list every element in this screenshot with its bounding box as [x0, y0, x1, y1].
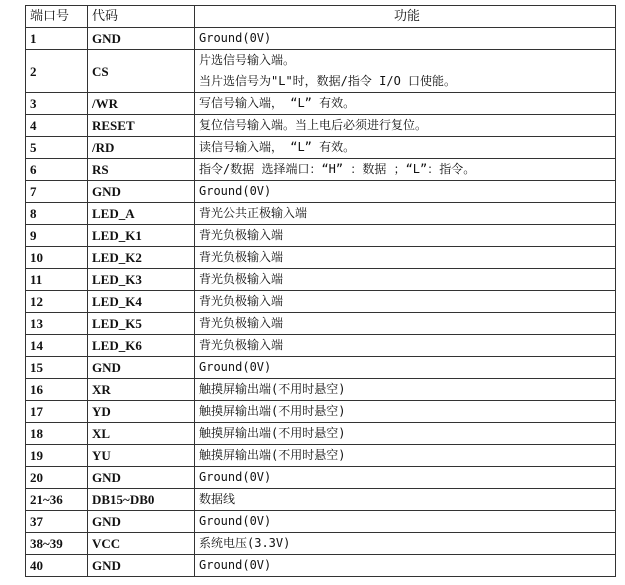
function-cell	[195, 269, 616, 291]
pin-number-cell: 37	[26, 511, 88, 533]
pin-number-cell: 1	[26, 28, 88, 50]
function-cell	[195, 313, 616, 335]
function-text: Ground(0V)	[199, 184, 272, 198]
function-text: Ground(0V)	[199, 514, 272, 528]
pin-number-cell: 15	[26, 357, 88, 379]
table-row	[26, 50, 616, 93]
pin-number-cell: 16	[26, 379, 88, 401]
function-cell	[195, 423, 616, 445]
pin-number-cell: 4	[26, 115, 88, 137]
table-row	[26, 28, 616, 50]
function-cell	[195, 489, 616, 511]
table-row	[26, 511, 616, 533]
function-text: 触摸屏输出端(不用时悬空)	[199, 382, 346, 396]
pin-number-cell: 9	[26, 225, 88, 247]
function-text: 指令/数据 选择端口：“H” ：数据 ；“L”：指令。	[199, 162, 476, 176]
function-text: Ground(0V)	[199, 31, 272, 45]
header-code: 代码	[88, 6, 195, 28]
function-text: 触摸屏输出端(不用时悬空)	[199, 448, 346, 462]
table-row	[26, 115, 616, 137]
signal-code-cell: GND	[88, 28, 195, 50]
table-row	[26, 489, 616, 511]
function-text: Ground(0V)	[199, 360, 272, 374]
signal-code-cell: GND	[88, 511, 195, 533]
table-row	[26, 203, 616, 225]
signal-code-cell: CS	[88, 50, 195, 93]
table-row	[26, 467, 616, 489]
function-text: 触摸屏输出端(不用时悬空)	[199, 426, 346, 440]
function-text: 片选信号输入端。	[199, 53, 296, 67]
table-row	[26, 423, 616, 445]
table-row	[26, 357, 616, 379]
function-cell	[195, 50, 616, 93]
function-text: Ground(0V)	[199, 470, 272, 484]
function-cell	[195, 247, 616, 269]
signal-code-cell: VCC	[88, 533, 195, 555]
signal-code-cell: YU	[88, 445, 195, 467]
function-text: 背光负极输入端	[199, 316, 284, 330]
header-pin: 端口号	[26, 6, 88, 28]
function-cell	[195, 159, 616, 181]
function-cell	[195, 291, 616, 313]
table-row	[26, 313, 616, 335]
function-cell	[195, 137, 616, 159]
function-cell	[195, 28, 616, 50]
pin-number-cell: 11	[26, 269, 88, 291]
pin-number-cell: 8	[26, 203, 88, 225]
function-cell	[195, 115, 616, 137]
function-cell	[195, 555, 616, 577]
function-text: 系统电压(3.3V)	[199, 536, 291, 550]
function-cell	[195, 225, 616, 247]
signal-code-cell: GND	[88, 467, 195, 489]
signal-code-cell: LED_K4	[88, 291, 195, 313]
signal-code-cell: LED_K6	[88, 335, 195, 357]
function-text: 读信号输入端， “L” 有效。	[199, 140, 356, 154]
table-row	[26, 247, 616, 269]
table-row	[26, 335, 616, 357]
function-text: 当片选信号为"L"时，数据/指令 I/O 口使能。	[199, 74, 457, 88]
signal-code-cell: RS	[88, 159, 195, 181]
pin-number-cell: 5	[26, 137, 88, 159]
function-text: 背光负极输入端	[199, 250, 284, 264]
signal-code-cell: XR	[88, 379, 195, 401]
pin-number-cell: 21~36	[26, 489, 88, 511]
function-cell	[195, 335, 616, 357]
function-text: 数据线	[199, 492, 236, 506]
signal-code-cell: LED_K5	[88, 313, 195, 335]
function-cell	[195, 93, 616, 115]
pin-number-cell: 2	[26, 50, 88, 93]
table-row	[26, 159, 616, 181]
function-cell	[195, 181, 616, 203]
header-function: 功能	[195, 6, 616, 28]
pin-number-cell: 40	[26, 555, 88, 577]
table-row	[26, 555, 616, 577]
function-text: 背光负极输入端	[199, 294, 284, 308]
function-text: 背光公共正极输入端	[199, 206, 308, 220]
signal-code-cell: /WR	[88, 93, 195, 115]
function-text: 写信号输入端， “L” 有效。	[199, 96, 356, 110]
pin-number-cell: 20	[26, 467, 88, 489]
function-text: 背光负极输入端	[199, 338, 284, 352]
table-row	[26, 379, 616, 401]
pin-number-cell: 17	[26, 401, 88, 423]
function-text: 复位信号输入端。当上电后必须进行复位。	[199, 118, 428, 132]
pin-number-cell: 12	[26, 291, 88, 313]
signal-code-cell: LED_K3	[88, 269, 195, 291]
pin-definition-table	[25, 5, 616, 577]
function-cell	[195, 533, 616, 555]
function-text: 触摸屏输出端(不用时悬空)	[199, 404, 346, 418]
pin-number-cell: 14	[26, 335, 88, 357]
signal-code-cell: YD	[88, 401, 195, 423]
function-cell	[195, 357, 616, 379]
table-row	[26, 533, 616, 555]
function-text: 背光负极输入端	[199, 228, 284, 242]
pin-number-cell: 6	[26, 159, 88, 181]
pin-number-cell: 7	[26, 181, 88, 203]
function-cell	[195, 379, 616, 401]
signal-code-cell: GND	[88, 181, 195, 203]
table-row	[26, 445, 616, 467]
pin-number-cell: 18	[26, 423, 88, 445]
signal-code-cell: XL	[88, 423, 195, 445]
function-cell	[195, 203, 616, 225]
signal-code-cell: DB15~DB0	[88, 489, 195, 511]
table-row	[26, 401, 616, 423]
pin-number-cell: 13	[26, 313, 88, 335]
signal-code-cell: /RD	[88, 137, 195, 159]
signal-code-cell: GND	[88, 357, 195, 379]
signal-code-cell: RESET	[88, 115, 195, 137]
signal-code-cell: LED_K2	[88, 247, 195, 269]
table-row	[26, 93, 616, 115]
pin-number-cell: 10	[26, 247, 88, 269]
function-cell	[195, 401, 616, 423]
pin-number-cell: 3	[26, 93, 88, 115]
table-row	[26, 181, 616, 203]
function-cell	[195, 511, 616, 533]
signal-code-cell: LED_K1	[88, 225, 195, 247]
pin-number-cell: 38~39	[26, 533, 88, 555]
function-cell	[195, 445, 616, 467]
table-row	[26, 137, 616, 159]
table-row	[26, 225, 616, 247]
pin-number-cell: 19	[26, 445, 88, 467]
table-header-row	[26, 6, 616, 28]
signal-code-cell: LED_A	[88, 203, 195, 225]
function-cell	[195, 467, 616, 489]
table-body	[26, 28, 616, 577]
signal-code-cell: GND	[88, 555, 195, 577]
function-text: Ground(0V)	[199, 558, 272, 572]
table-row	[26, 291, 616, 313]
table-row	[26, 269, 616, 291]
function-text: 背光负极输入端	[199, 272, 284, 286]
